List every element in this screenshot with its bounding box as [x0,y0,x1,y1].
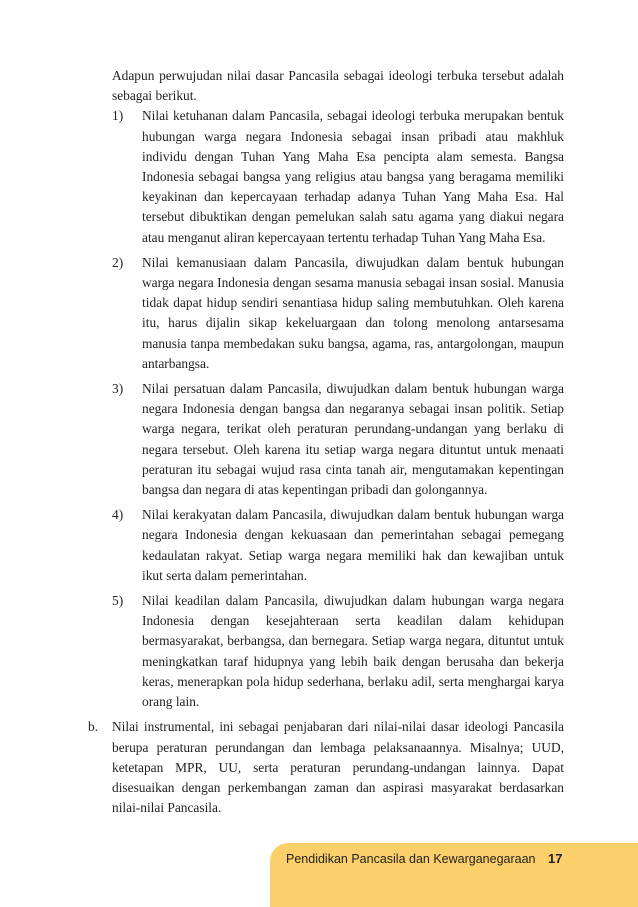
section-b-text: Nilai instrumental, ini sebagai penjabaran dari nilai-nilai dasar ideologi Pancasila berupa peraturan perundangan dan lembaga pelaksanaannya. Misalnya; UUD, ketetapan MPR, UU, serta peraturan perundang-undangan lainnya. Dapat disesuaikan dengan perkembangan zaman dan aspirasi masyarakat berdasarkan nilai-nilai Pancasila. [112,719,564,816]
list-item [88,591,564,712]
section-b-marker: b. [88,719,99,735]
list-item-text: Nilai keadilan dalam Pancasila, diwujudkan dalam hubungan warga negara Indonesia dengan kesejahteraan serta keadilan dalam kehidupan bermasyarakat, berbangsa, dan bernegara. Setiap warga negara, dituntut untuk meningkatkan taraf hidupnya yang lebih baik dengan berusaha dan bekerja keras, menerapkan pola hidup sederhana, berlaku adil, serta menghargai karya orang lain. [142,593,564,710]
intro-paragraph: Adapun perwujudan nilai dasar Pancasila sebagai ideologi terbuka tersebut adalah sebagai berikut. [112,68,564,104]
list-marker: 1) [112,108,124,124]
list-item [88,379,564,500]
section-b [88,717,564,818]
page-number: 17 [548,851,563,866]
list-item [88,106,564,247]
list-item-text: Nilai ketuhanan dalam Pancasila, sebagai ideologi terbuka merupakan bentuk hubungan warga negara Indonesia sebagai insan pribadi atau makhluk individu dengan Tuhan Yang Maha Esa pencipta alam semesta. Bangsa Indonesia sebagai bangsa yang religius atau bangsa yang beragama memiliki keyakinan dan kepercayaan terhadap adanya Tuhan Yang Maha Esa. Hal tersebut dibuktikan dengan pemelukan salah satu agama yang diakui negara atau menganut aliran kepercayaan tertentu terhadap Tuhan Yang Maha Esa. [142,108,564,245]
list-item-text: Nilai kerakyatan dalam Pancasila, diwujudkan dalam bentuk hubungan warga negara Indonesia dengan kekuasaan dan pemerintahan sebagai pemegang kedaulatan rakyat. Setiap warga negara memiliki hak dan kewajiban untuk ikut serta dalam pemerintahan. [142,507,564,583]
value-list [88,106,564,712]
list-item-text: Nilai persatuan dalam Pancasila, diwujudkan dalam bentuk hubungan warga negara Indonesia dengan bangsa dan negaranya sebagai insan politik. Setiap warga negara, terikat oleh peraturan perundang-undangan yang berlaku di negara tersebut. Oleh karena itu setiap warga negara dituntut untuk menaati peraturan itu sebagai wujud rasa cinta tanah air, mengutamakan kepentingan bangsa dan negara di atas kepentingan pribadi dan golongannya. [142,381,564,498]
footer-bar [270,843,638,907]
list-item [88,505,564,586]
list-item-text: Nilai kemanusiaan dalam Pancasila, diwujudkan dalam bentuk hubungan warga negara Indonesia dengan sesama manusia sebagai insan sosial. Manusia tidak dapat hidup sendiri senantiasa hidup saling membutuhkan. Oleh karena itu, harus dijalin sikap kekeluargaan dan tolong menolong antarsesama manusia tanpa membedakan suku bangsa, agama, ras, antargolongan, maupun antarbangsa. [142,254,564,371]
list-item [88,253,564,374]
page-body [88,66,564,818]
list-marker: 2) [112,254,124,270]
list-marker: 4) [112,507,124,523]
list-marker: 5) [112,593,124,609]
footer-book-title: Pendidikan Pancasila dan Kewarganegaraan [286,852,536,866]
list-marker: 3) [112,381,124,397]
